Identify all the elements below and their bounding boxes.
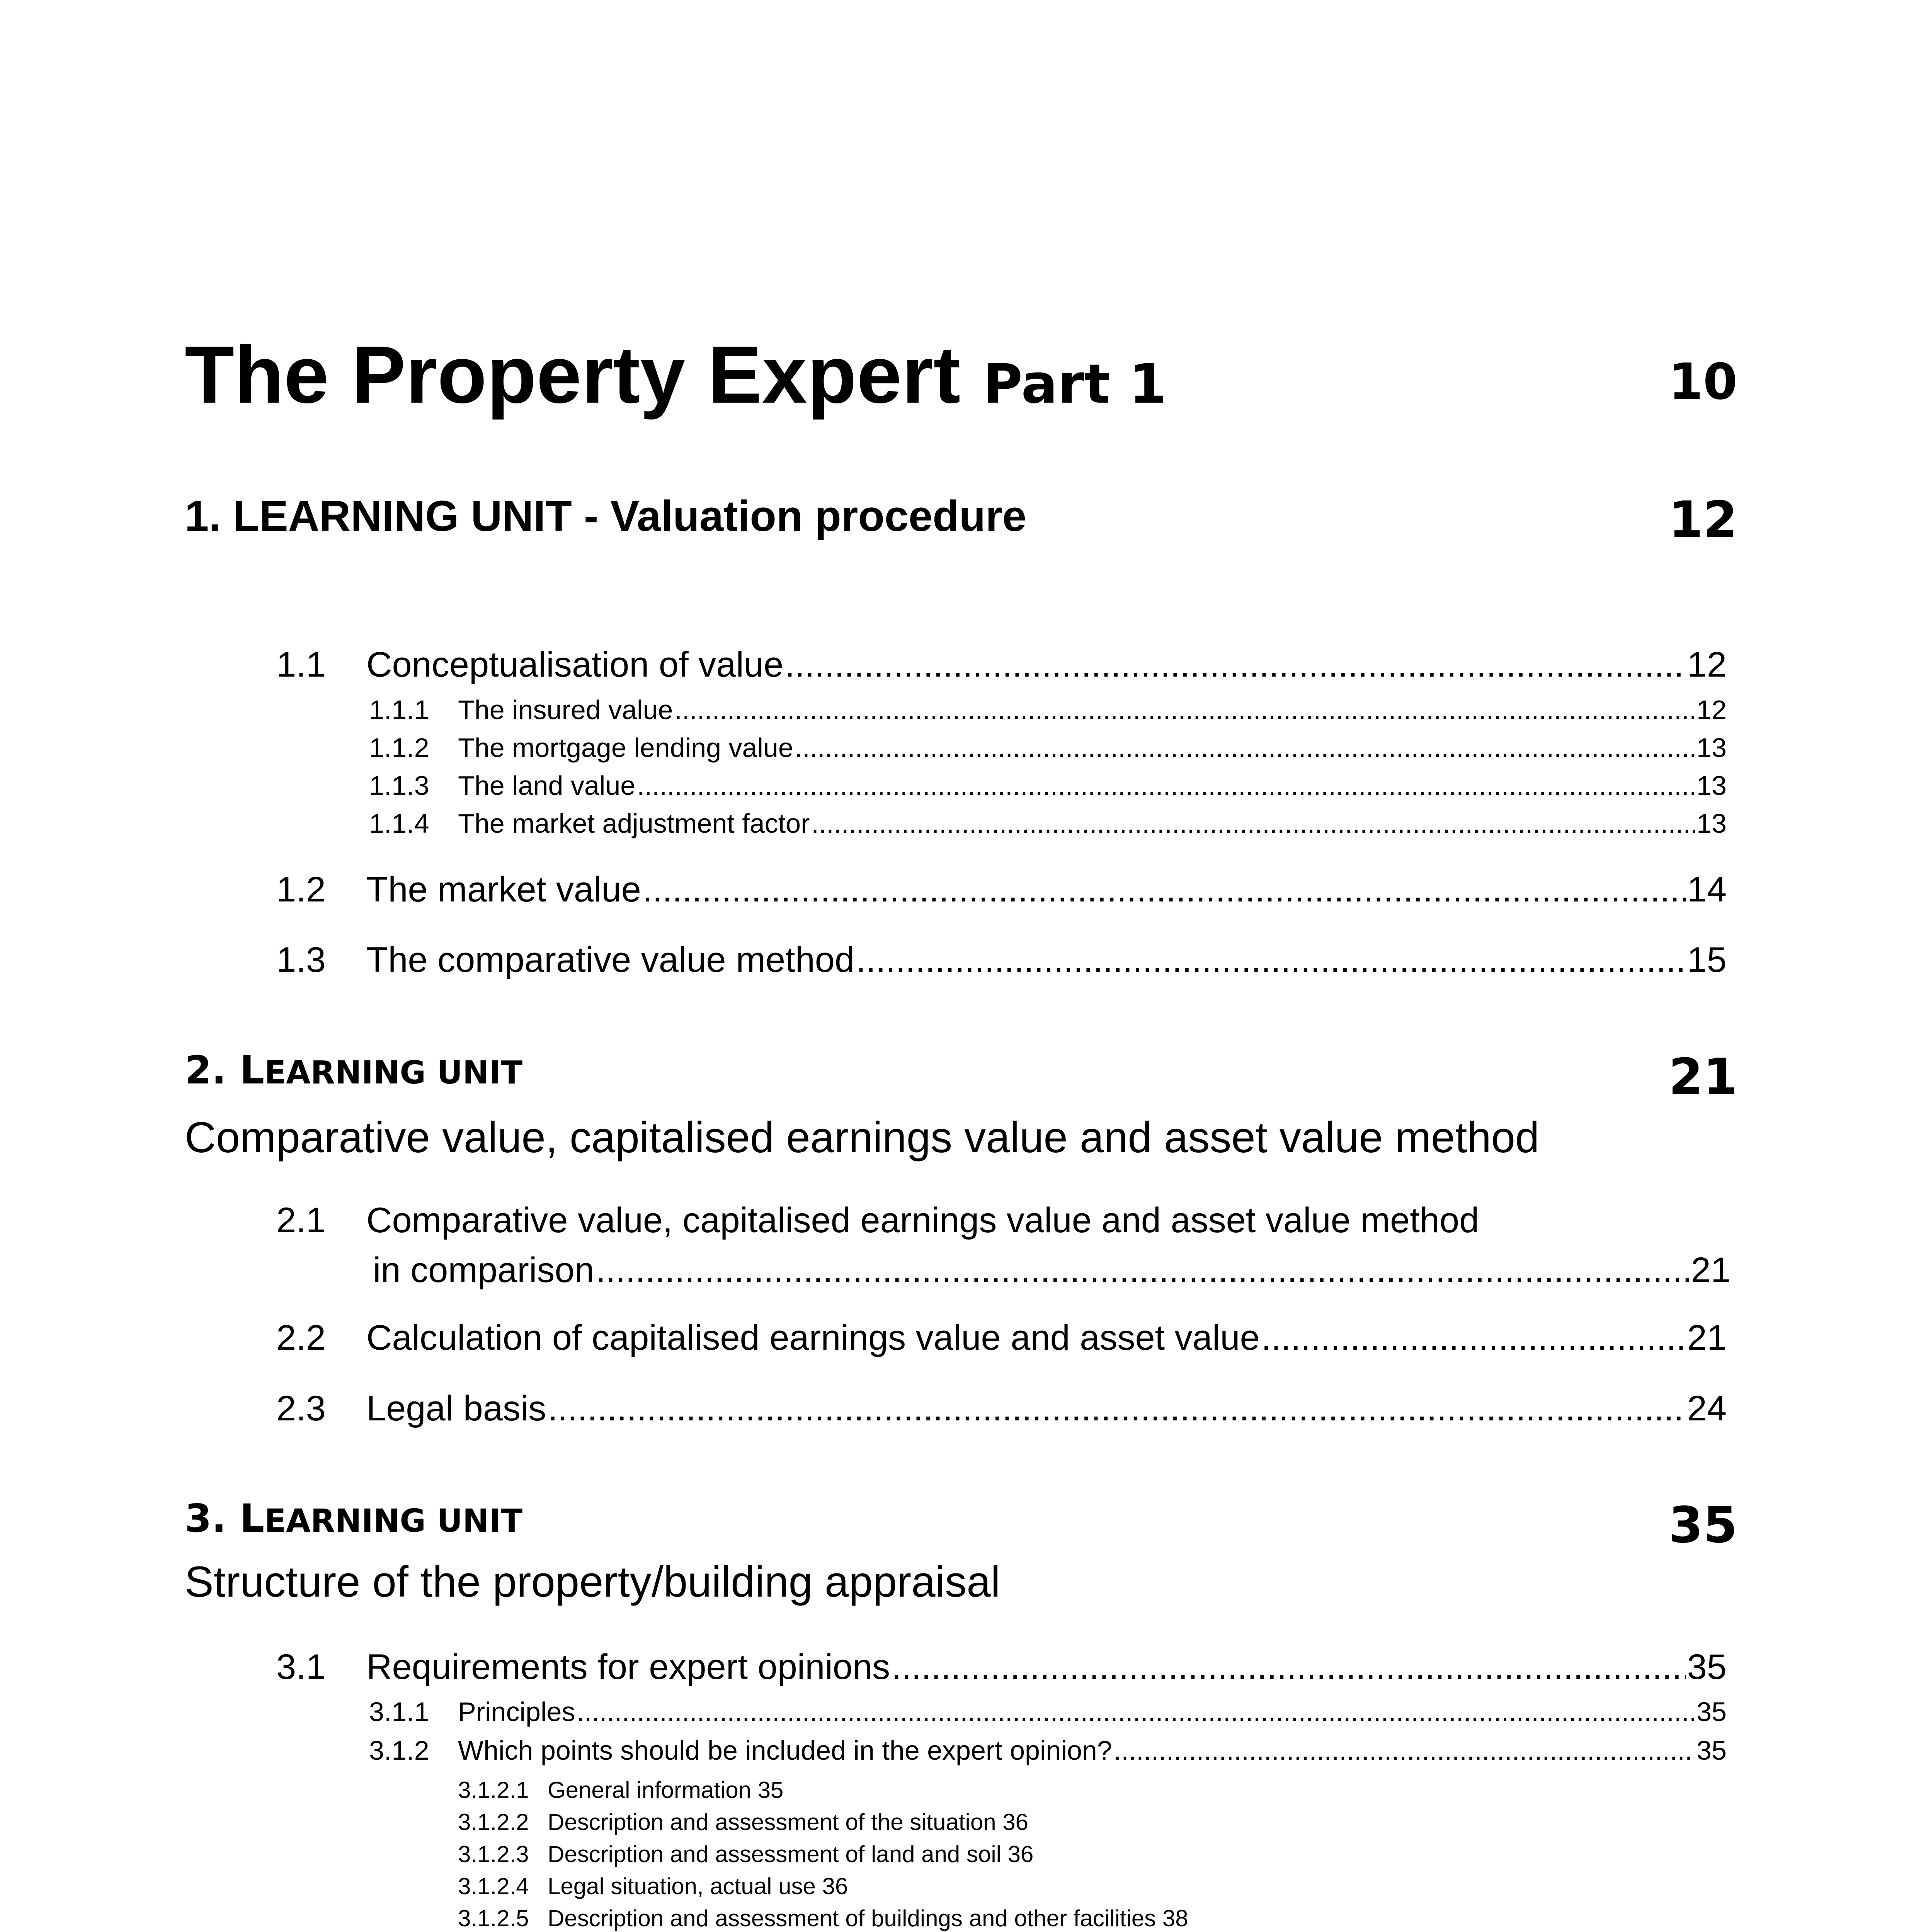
toc-entry-1-1-4[interactable]: 1.1.4 The market adjustment factor ..... 13: [369, 808, 1727, 839]
unit3-heading: 3. LEARNING UNIT: [185, 1496, 523, 1541]
toc-entry-3-1-2-2[interactable]: 3.1.2.2 Description and assessment of the situation 36: [458, 1809, 1029, 1835]
unit3-page-number: 35: [1668, 1497, 1737, 1554]
toc-entry-3-1-2-4[interactable]: 3.1.2.4 Legal situation, actual use 36: [458, 1873, 848, 1899]
leader-dots: [795, 732, 1695, 763]
leader-dots: [856, 940, 1686, 980]
toc-entry-3-1[interactable]: 3.1 Requirements for expert opinions ..... 35: [276, 1647, 1727, 1687]
unit1-page-number: 12: [1668, 491, 1737, 549]
leader-dots: [596, 1250, 1690, 1291]
toc-entry-1-1-3[interactable]: 1.1.3 The land value ..... 13: [369, 770, 1727, 801]
leader-dots: [785, 645, 1685, 685]
toc-entry-1-3[interactable]: 1.3 The comparative value method ..... 15: [276, 940, 1727, 980]
toc-entry-1-1-2[interactable]: 1.1.2 The mortgage lending value ..... 13: [369, 732, 1727, 763]
unit2-heading: 2. LEARNING UNIT: [185, 1048, 523, 1093]
title-page-number: 10: [1668, 353, 1737, 411]
toc-entry-2-3[interactable]: 2.3 Legal basis ..... 24: [276, 1388, 1727, 1429]
toc-entry-2-2[interactable]: 2.2 Calculation of capitalised earnings value and asset value ..... 21: [276, 1318, 1727, 1358]
leader-dots: [643, 869, 1686, 910]
unit2-subtitle: Comparative value, capitalised earnings value and asset value method: [185, 1113, 1540, 1162]
toc-entry-3-1-2-3[interactable]: 3.1.2.3 Description and assessment of land and soil 36: [458, 1841, 1034, 1867]
leader-dots: [1114, 1735, 1695, 1766]
toc-entry-3-1-2[interactable]: 3.1.2 Which points should be included in the expert opinion? ..... 35: [369, 1735, 1727, 1766]
toc-entry-1-1[interactable]: 1.1 Conceptualisation of value ..... 12: [276, 645, 1727, 685]
title-part: Part 1: [983, 353, 1167, 416]
document-title: [185, 329, 1167, 420]
unit1-heading: 1. LEARNING UNIT - Valuation procedure: [185, 492, 1027, 540]
title-main: The Property Expert: [185, 329, 961, 420]
leader-dots: [1261, 1318, 1686, 1358]
toc-entry-1-2[interactable]: 1.2 The market value ..... 14: [276, 869, 1727, 910]
toc-entry-1-1-1[interactable]: 1.1.1 The insured value ..... 12: [369, 694, 1727, 725]
leader-dots: [892, 1647, 1685, 1687]
toc-entry-3-1-2-5[interactable]: 3.1.2.5 Description and assessment of buildings and other facilities 38: [458, 1905, 1188, 1931]
toc-entry-2-1-line2[interactable]: in comparison ..... 21: [373, 1250, 1731, 1291]
unit3-subtitle: Structure of the property/building appraisal: [185, 1558, 1001, 1606]
leader-dots: [637, 770, 1695, 801]
leader-dots: [577, 1696, 1695, 1727]
unit2-page-number: 21: [1668, 1048, 1737, 1106]
toc-entry-2-1-line1[interactable]: 2.1 Comparative value, capitalised earnings value and asset value method: [276, 1201, 1479, 1240]
leader-dots: [811, 808, 1695, 839]
leader-dots: [674, 694, 1695, 725]
leader-dots: [548, 1388, 1685, 1429]
toc-entry-3-1-2-1[interactable]: 3.1.2.1 General information 35: [458, 1777, 784, 1803]
toc-entry-3-1-1[interactable]: 3.1.1 Principles ..... 35: [369, 1696, 1727, 1727]
